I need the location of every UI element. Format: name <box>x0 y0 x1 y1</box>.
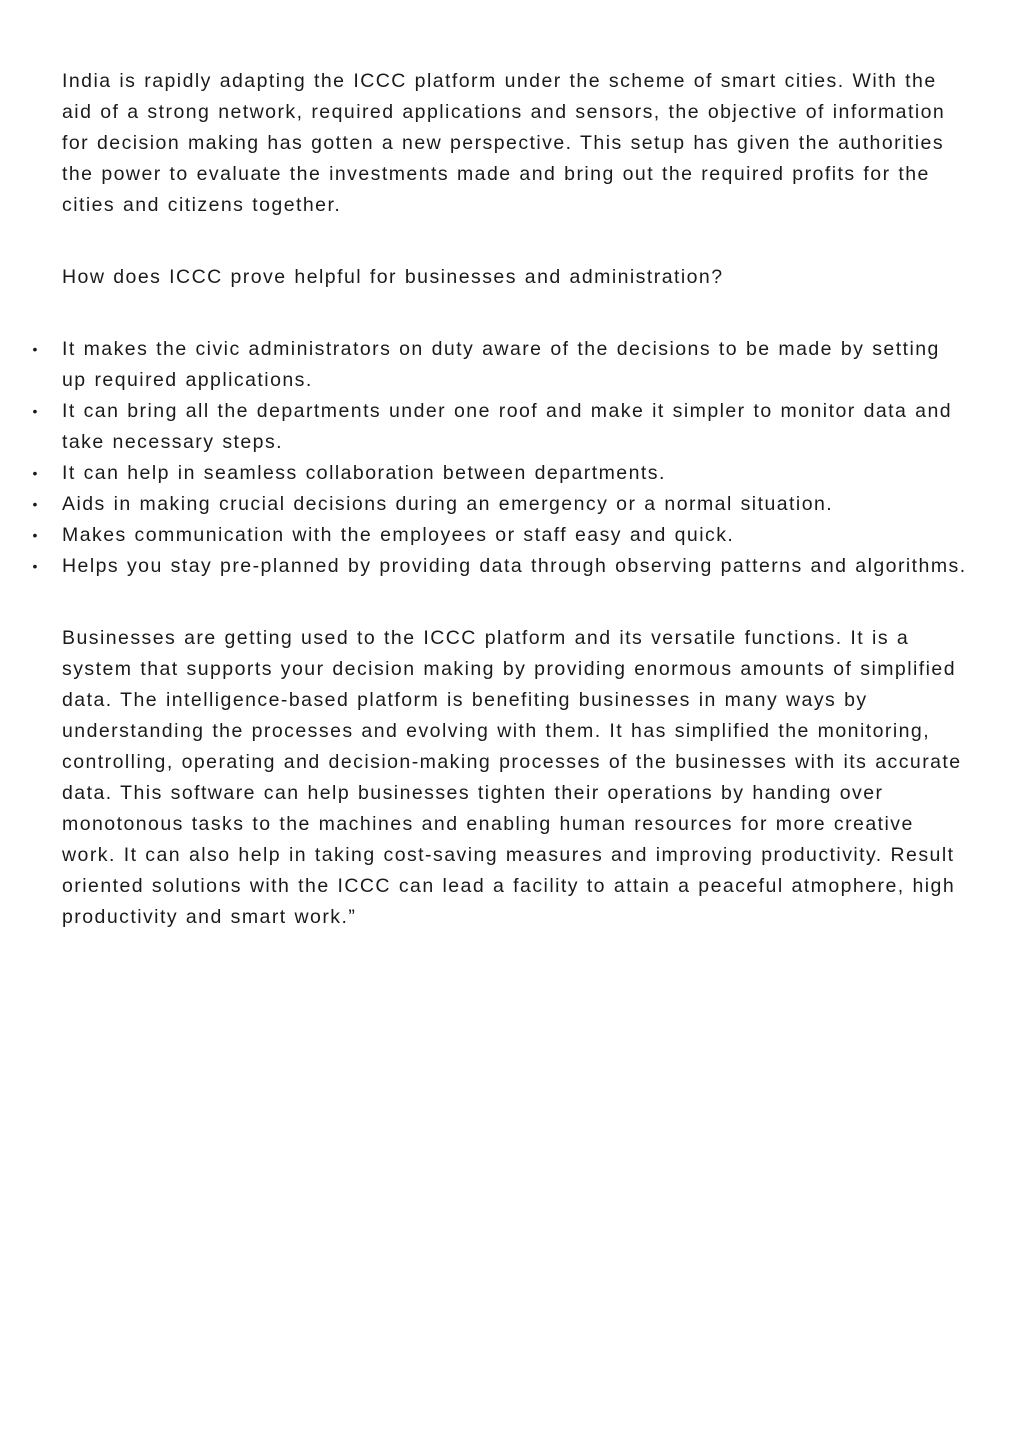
list-item-text: It makes the civic administrators on duty aware of the decisions to be made by setting up required applications. <box>62 338 940 391</box>
list-item-text: Helps you stay pre-planned by providing data through observing patterns and algorithms. <box>62 555 967 577</box>
bullet-icon: • <box>32 527 38 543</box>
list-item <box>32 334 972 396</box>
list-item <box>32 489 972 520</box>
closing-paragraph: Businesses are getting used to the ICCC platform and its versatile functions. It is a system that supports your decision making by providing enormous amounts of simplified data. The intelligence-based platform is benefiting businesses in many ways by understanding the processes and evolving with them. It has simplified the monitoring, controlling, operating and decision-making processes of the businesses with its accurate data. This software can help businesses tighten their operations by handing over monotonous tasks to the machines and enabling human resources for more creative work. It can also help in taking cost-saving measures and improving productivity. Result oriented solutions with the ICCC can lead a facility to attain a peaceful atmophere, high productivity and smart work.” <box>62 627 962 928</box>
benefits-list <box>32 334 972 582</box>
document-body <box>32 66 972 933</box>
list-item <box>32 396 972 458</box>
list-item-text: It can help in seamless collaboration between departments. <box>62 462 666 484</box>
bullet-icon: • <box>32 341 38 357</box>
bullet-icon: • <box>32 496 38 512</box>
list-item-text: Aids in making crucial decisions during an emergency or a normal situation. <box>62 493 834 515</box>
bullet-icon: • <box>32 403 38 419</box>
list-item-text: Makes communication with the employees or staff easy and quick. <box>62 524 735 546</box>
list-item <box>32 458 972 489</box>
intro-paragraph: India is rapidly adapting the ICCC platform under the scheme of smart cities. With the aid of a strong network, required applications and sensors, the objective of information for decision making has gotten a new perspective. This setup has given the authorities the power to evaluate the investments made and bring out the required profits for the cities and citizens together. <box>62 70 946 216</box>
list-item <box>32 520 972 551</box>
list-item-text: It can bring all the departments under one roof and make it simpler to monitor data and take necessary steps. <box>62 400 953 453</box>
question-heading: How does ICCC prove helpful for businesses and administration? <box>62 266 724 288</box>
bullet-icon: • <box>32 465 38 481</box>
bullet-icon: • <box>32 558 38 574</box>
list-item <box>32 551 972 582</box>
